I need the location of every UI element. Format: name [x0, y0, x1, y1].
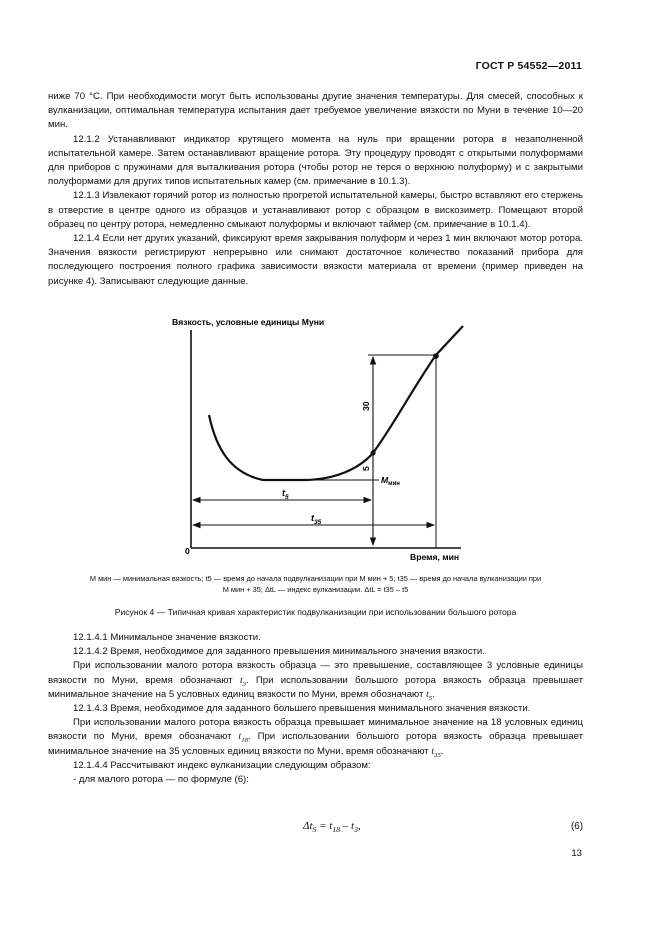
origin-label: 0	[185, 546, 190, 556]
formula-number: (6)	[571, 821, 583, 832]
label-5: 5	[361, 466, 371, 471]
paragraph-12-1-2: 12.1.2 Устанавливают индикатор крутящего момента на нуль при вращении ротора в незаполненной испытательной камере. Затем останавливают вращение ротора. Эту процедуру проводят с открытыми полуформами для приборов с пружинами для выталкивания ротора (чтобы ротор не терся о верхнюю полуформу) и с закрытыми полуформами для других типов испытательных камер (см. примечание в 10.1.3).	[48, 133, 583, 188]
standard-header: ГОСТ Р 54552—2011	[475, 60, 582, 72]
item-12-1-4-2: 12.1.4.2 Время, необходимое для заданного превышения минимального значения вязкости.	[73, 646, 485, 658]
y-axis-label: Вязкость, условные единицы Муни	[172, 317, 325, 327]
formula-6-row	[48, 820, 583, 836]
x-axis-label: Время, мин	[410, 552, 460, 562]
label-mmin: $M_{мин}$	[381, 475, 400, 487]
label-30: 30	[361, 401, 371, 411]
page-number: 13	[571, 848, 582, 859]
label-t5: $t_5$	[282, 488, 289, 501]
label-t35: $t_{35}$	[311, 513, 322, 526]
paragraph-12-1-3: 12.1.3 Извлекают горячий ротор из полностью прогретой испытательной камеры, быстро вставляют его стержень в отверстие в центре одного из образцов и устанавливают ротор с образцом в вискозиметр. Помещают второй образец по центру ротора, немедленно смыкают полуформы и включают таймер (см. примечание в 10.1.4).	[48, 190, 583, 230]
paragraph-12-1-4: 12.1.4 Если нет других указаний, фиксируют время закрывания полуформ и через 1 мин включают мотор ротора. Значения вязкости регистрируют непрерывно или снимают достаточное количество показаний прибора для последующего построения полного графика зависимости вязкости материала от времени (пример приведен на рисунке 4). Записывают следующие данные.	[48, 233, 583, 287]
figure-title: Рисунок 4 — Типичная кривая характеристик подвулканизации при использовании большого ротора	[114, 607, 517, 617]
legend-line-2: M мин + 35; ΔtL — индекс вулканизации. ΔtL = t35 – t5	[222, 585, 409, 594]
viscosity-curve	[209, 326, 463, 480]
paragraph-small-rotor-t3: При использовании малого ротора вязкость образца — это превышение, составляющее 3 условные единицы вязкости по Муни, время обозначают $t_3$. При использовании большого ротора вязкость образца превышает минимальное значение на 5 условных единиц вязкости по Муни, время обозначают $t_5$.	[48, 660, 584, 702]
item-12-1-4-4: 12.1.4.4 Рассчитывают индекс вулканизации следующим образом:	[73, 759, 371, 771]
item-12-1-4-3: 12.1.4.3 Время, необходимое для заданного большего превышения минимального значения вязкости.	[73, 703, 531, 715]
legend-line-1: M мин — минимальная вязкость; t5 — время до начала подвулканизации при M мин + 5; t35 — время до начала вулканизации при	[89, 574, 542, 583]
viscosity-curve-figure	[48, 308, 608, 578]
paragraph-small-rotor-t18: При использовании малого ротора вязкость образца превышает минимальное значение на 18 условных единиц вязкости по Муни, время обозначают $t_{18}$. При использовании большого ротора вязкость образца превышает минимальное значение на 35 условных единиц вязкости по Муни, время обозначают $t_{35}$.	[48, 717, 583, 759]
item-12-1-4-1: 12.1.4.1 Минимальное значение вязкости.	[73, 632, 261, 643]
paragraph-continuation: ниже 70 °С. При необходимости могут быть использованы другие значения температуры. Для смесей, способных к вулканизации, оптимальная температура испытания дает требуемое увеличение вязкости по Муни в течение 10—20 мин.	[48, 91, 583, 131]
text-block-bottom	[48, 631, 583, 787]
figure-legend	[48, 573, 583, 595]
formula-6: $\Delta t_S = t_{18} - t_3$,	[303, 820, 361, 834]
paragraph-formula-intro: - для малого ротора — по формуле (6):	[73, 774, 249, 786]
text-block-top	[48, 90, 583, 289]
